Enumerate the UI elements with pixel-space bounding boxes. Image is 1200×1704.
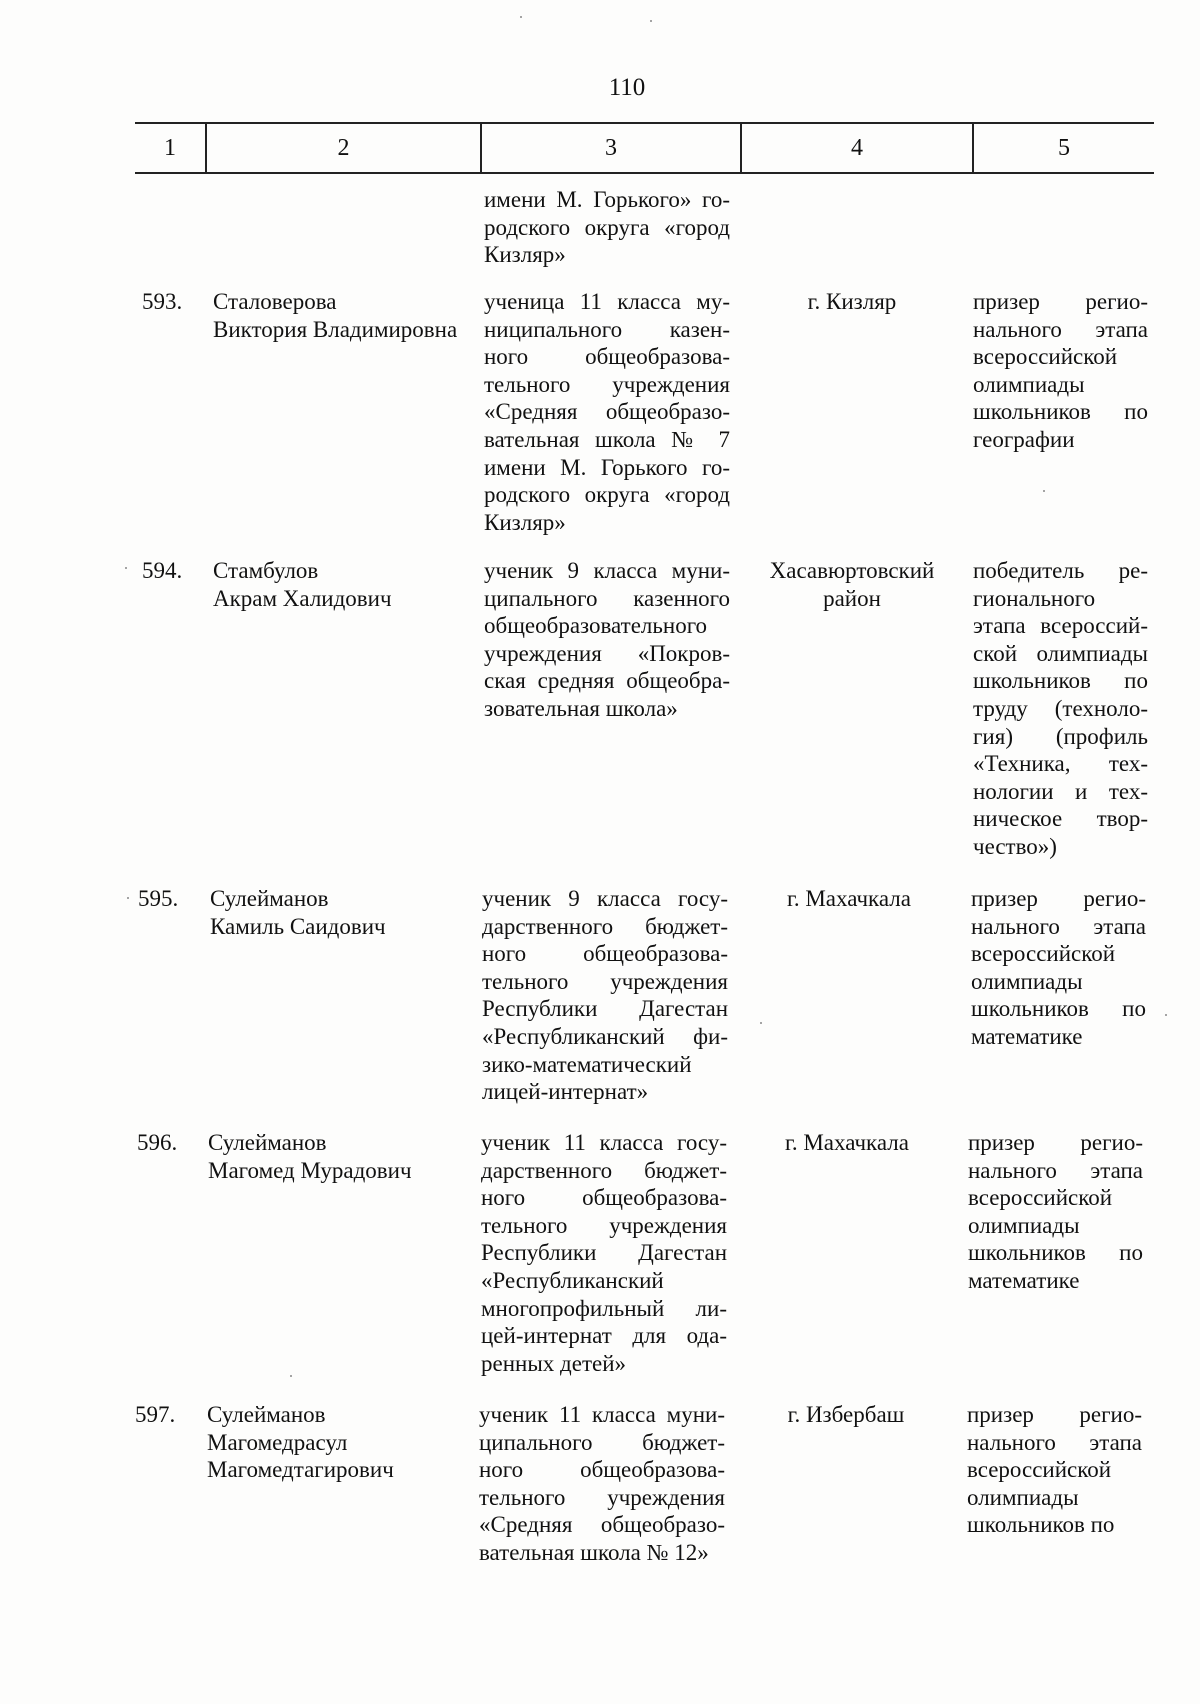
text-line: Магомедтагирович: [207, 1457, 394, 1483]
page-number: 110: [608, 74, 646, 101]
row-number: 597.: [135, 1402, 176, 1427]
student-name: [207, 1401, 472, 1484]
text-line: ученица 11 класса му-: [484, 289, 730, 314]
locality: [737, 1129, 957, 1157]
header-col-1: 1: [164, 135, 176, 161]
text-line: имени М. Горького го-: [484, 454, 730, 480]
locality: [742, 288, 962, 316]
text-line: призер регио-: [971, 886, 1146, 911]
text-line: «Средняя общеобразо-: [484, 399, 730, 425]
school-description: [482, 885, 728, 1106]
text-line: цей-интернат для ода-: [481, 1323, 727, 1349]
text-line: тельного учреждения: [484, 371, 730, 397]
text-line: Кизляр»: [484, 509, 566, 535]
text-line: Стамбулов: [213, 558, 319, 583]
text-line: нологии и тех-: [973, 778, 1148, 804]
text-line: Кизляр»: [484, 242, 566, 268]
scan-speck: [290, 1375, 292, 1377]
text-line: «Средняя общеобразо-: [479, 1512, 725, 1538]
text-line: «Республиканский: [481, 1267, 664, 1293]
award: [971, 885, 1146, 1051]
scan-speck: [127, 897, 129, 899]
text-line: вательная школа № 7: [484, 426, 730, 452]
scan-speck: [1043, 490, 1045, 492]
text-line: г. Махачкала: [785, 1130, 909, 1155]
text-line: нального этапа: [973, 316, 1148, 342]
text-line: математике: [968, 1267, 1080, 1293]
text-line: Республики Дагестан: [481, 1240, 727, 1266]
continuation-description: [484, 186, 730, 269]
text-line: «Республиканский фи-: [482, 1023, 728, 1049]
row-number: 593.: [142, 289, 183, 314]
text-line: призер регио-: [973, 289, 1148, 314]
text-line: призер регио-: [968, 1130, 1143, 1155]
text-line: школьников по: [973, 668, 1148, 694]
text-line: дарственного бюджет-: [481, 1157, 727, 1183]
header-col-3: 3: [605, 135, 617, 161]
text-line: дарственного бюджет-: [482, 913, 728, 939]
school-description: [484, 557, 730, 723]
text-line: ренных детей»: [481, 1350, 627, 1376]
text-line: зико-математический: [482, 1051, 692, 1077]
text-line: этапа всероссий-: [973, 613, 1148, 639]
award: [973, 288, 1148, 454]
text-line: победитель ре-: [973, 558, 1148, 583]
header-col-2: 2: [337, 135, 350, 161]
text-line: г. Кизляр: [807, 289, 897, 314]
header-col-4: 4: [851, 135, 863, 161]
text-line: ного общеобразова-: [484, 344, 730, 370]
text-line: школьников по: [967, 1512, 1115, 1538]
text-line: тельного учреждения: [479, 1484, 725, 1510]
text-line: ципального бюджет-: [479, 1429, 725, 1455]
text-line: олимпиады: [973, 371, 1085, 397]
text-line: Хасавюртовский: [769, 558, 935, 583]
text-line: ного общеобразова-: [481, 1185, 727, 1211]
text-line: многопрофильный ли-: [481, 1295, 727, 1321]
text-line: учреждения «Покров-: [484, 640, 730, 666]
text-line: призер регио-: [967, 1402, 1142, 1427]
text-line: всероссийской: [971, 941, 1116, 967]
award: [967, 1401, 1142, 1539]
student-name: [213, 288, 478, 343]
text-line: ученик 11 класса муни-: [479, 1402, 725, 1427]
text-line: имени М. Горького» го-: [484, 187, 730, 212]
scan-speck: [650, 20, 652, 22]
school-description: [484, 288, 730, 536]
text-line: ципального казенного: [484, 585, 730, 611]
text-line: Сулейманов: [210, 886, 329, 911]
text-line: ного общеобразова-: [479, 1457, 725, 1483]
text-line: Республики Дагестан: [482, 996, 728, 1022]
scan-speck: [520, 16, 522, 18]
text-line: ученик 9 класса госу-: [482, 886, 728, 911]
school-description: [481, 1129, 727, 1377]
text-line: Сулейманов: [208, 1130, 327, 1155]
text-line: математике: [971, 1023, 1083, 1049]
text-line: общеобразовательного: [484, 613, 708, 639]
text-line: ской олимпиады: [973, 640, 1148, 666]
text-line: Магомедрасул: [207, 1429, 348, 1455]
text-line: олимпиады: [967, 1484, 1079, 1510]
text-line: всероссийской: [967, 1457, 1112, 1483]
table-header: [135, 122, 1154, 174]
locality: [736, 1401, 956, 1429]
student-name: [208, 1129, 473, 1184]
locality: [742, 557, 962, 612]
row-number: 596.: [137, 1130, 178, 1155]
text-line: родского округа «город: [484, 214, 730, 240]
text-line: Магомед Мурадович: [208, 1157, 412, 1183]
text-line: Сталоверова: [213, 289, 337, 314]
text-line: ученик 9 класса муни-: [484, 558, 730, 583]
text-line: ученик 11 класса госу-: [481, 1130, 727, 1155]
student-name: [210, 885, 475, 940]
text-line: «Техника, тех-: [973, 751, 1148, 777]
locality: [739, 885, 959, 913]
text-line: тельного учреждения: [482, 968, 728, 994]
text-line: гия) (профиль: [973, 723, 1148, 749]
award: [968, 1129, 1143, 1295]
text-line: г. Избербаш: [787, 1402, 905, 1427]
text-line: нального этапа: [971, 913, 1146, 939]
scan-speck: [1165, 1014, 1167, 1016]
text-line: олимпиады: [968, 1212, 1080, 1238]
text-line: школьников по: [973, 399, 1148, 425]
row-number: 594.: [142, 558, 183, 583]
text-line: Виктория Владимировна: [213, 316, 458, 342]
text-line: ного общеобразова-: [482, 941, 728, 967]
text-line: ская средняя общеобра-: [484, 668, 730, 694]
text-line: гионального: [973, 585, 1096, 611]
text-line: олимпиады: [971, 968, 1083, 994]
text-line: чество»): [973, 833, 1057, 859]
text-line: труду (техноло-: [973, 695, 1148, 721]
text-line: лицей-интернат»: [482, 1079, 649, 1105]
text-line: тельного учреждения: [481, 1212, 727, 1238]
text-line: Акрам Халидович: [213, 585, 392, 611]
text-line: ническое твор-: [973, 806, 1148, 832]
text-line: школьников по: [971, 996, 1146, 1022]
header-col-5: 5: [1058, 135, 1070, 161]
text-line: район: [823, 585, 881, 611]
row-number: 595.: [138, 886, 179, 911]
text-line: ниципального казен-: [484, 316, 730, 342]
scan-speck: [760, 1022, 762, 1024]
text-line: Камиль Саидович: [210, 913, 386, 939]
text-line: родского округа «город: [484, 482, 730, 508]
text-line: всероссийской: [973, 344, 1118, 370]
text-line: Сулейманов: [207, 1402, 326, 1427]
text-line: школьников по: [968, 1240, 1143, 1266]
award: [973, 557, 1148, 861]
text-line: географии: [973, 426, 1075, 452]
student-name: [213, 557, 478, 612]
text-line: нального этапа: [967, 1429, 1142, 1455]
text-line: зовательная школа»: [484, 695, 678, 721]
school-description: [479, 1401, 725, 1567]
text-line: нального этапа: [968, 1157, 1143, 1183]
text-line: всероссийской: [968, 1185, 1113, 1211]
text-line: г. Махачкала: [787, 886, 911, 911]
text-line: вательная школа № 12»: [479, 1539, 709, 1565]
scan-speck: [125, 567, 127, 569]
